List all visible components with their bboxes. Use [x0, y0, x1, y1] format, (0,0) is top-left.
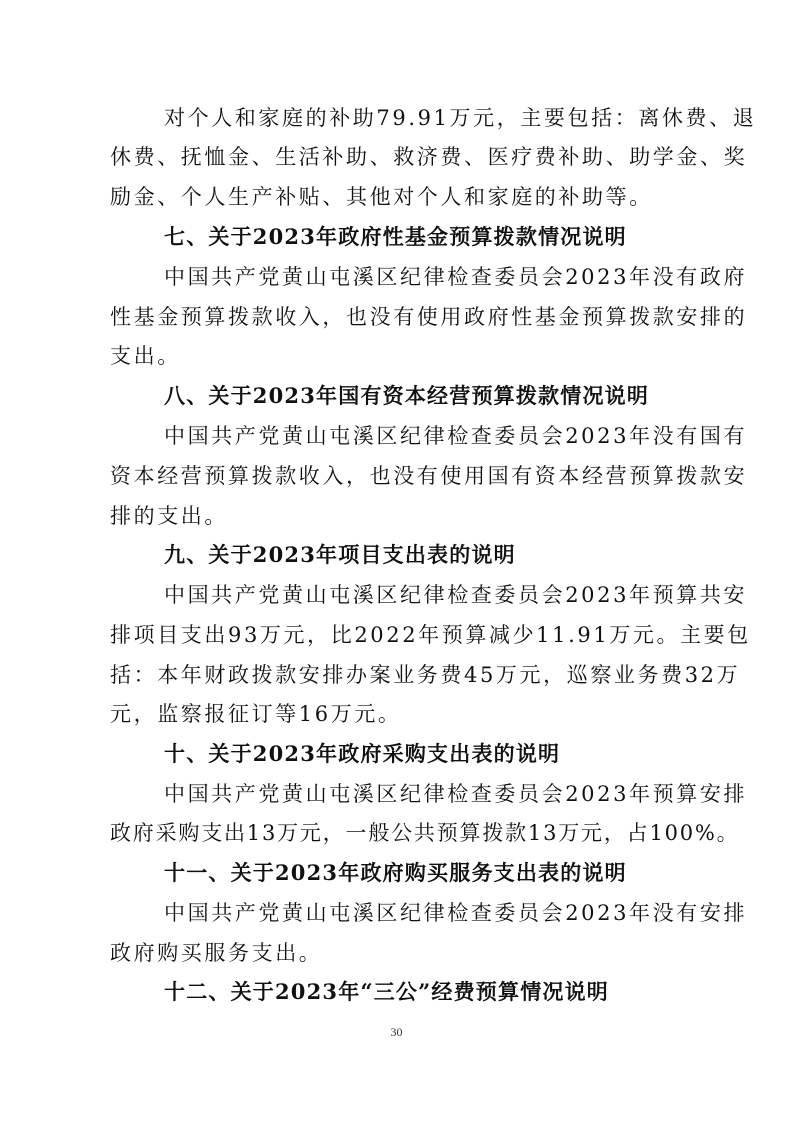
section-heading-7: 七、关于2023年政府性基金预算拨款情况说明	[164, 224, 627, 249]
section-heading-9: 九、关于2023年项目支出表的说明	[164, 542, 516, 567]
paragraph-line: 政府购买服务支出。	[110, 941, 323, 965]
section-heading-8: 八、关于2023年国有资本经营预算拨款情况说明	[164, 383, 650, 408]
paragraph-line: 括：本年财政拨款安排办案业务费45万元，巡察业务费32万	[110, 663, 741, 687]
section-heading-11: 十一、关于2023年政府购买服务支出表的说明	[164, 860, 627, 885]
paragraph-line: 中国共产党黄山屯溪区纪律检查委员会2023年预算安排	[164, 782, 748, 806]
paragraph-line: 资本经营预算拨款收入，也没有使用国有资本经营预算拨款安	[110, 464, 748, 488]
paragraph-line: 中国共产党黄山屯溪区纪律检查委员会2023年预算共安	[164, 583, 748, 607]
section-heading-12: 十二、关于2023年“三公”经费预算情况说明	[164, 979, 610, 1004]
paragraph-line: 政府采购支出13万元，一般公共预算拨款13万元，占100%。	[110, 821, 740, 845]
paragraph-line: 励金、个人生产补贴、其他对个人和家庭的补助等。	[110, 185, 653, 209]
page-number: 30	[390, 1025, 403, 1039]
paragraph-line: 对个人和家庭的补助79.91万元，主要包括：离休费、退	[164, 106, 757, 130]
paragraph-line: 中国共产党黄山屯溪区纪律检查委员会2023年没有安排	[164, 901, 748, 925]
paragraph-line: 排项目支出93万元，比2022年预算减少11.91万元。主要包	[110, 623, 751, 647]
paragraph-line: 元，监察报征订等16万元。	[110, 702, 402, 726]
paragraph-line: 性基金预算拨款收入，也没有使用政府性基金预算拨款安排的	[110, 305, 748, 329]
paragraph-line: 中国共产党黄山屯溪区纪律检查委员会2023年没有政府	[164, 265, 748, 289]
paragraph-line: 排的支出。	[110, 504, 228, 528]
paragraph-line: 支出。	[110, 344, 181, 368]
section-heading-10: 十、关于2023年政府采购支出表的说明	[164, 741, 561, 766]
paragraph-line: 中国共产党黄山屯溪区纪律检查委员会2023年没有国有	[164, 424, 748, 448]
paragraph-line: 休费、抚恤金、生活补助、救济费、医疗费补助、助学金、奖	[110, 145, 748, 169]
